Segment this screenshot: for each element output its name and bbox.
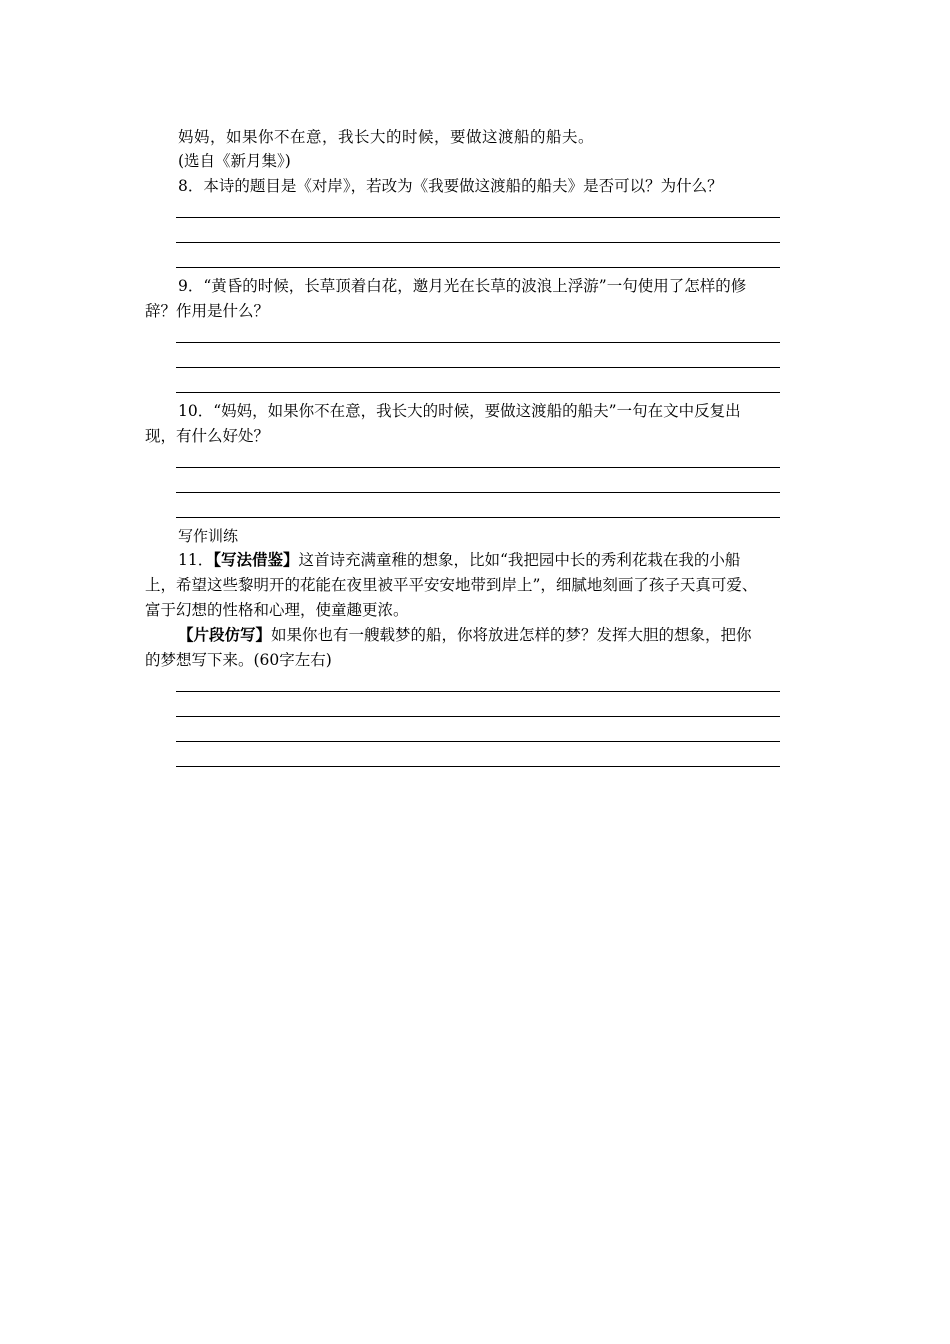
answer-line[interactable]	[176, 716, 780, 717]
answer-line[interactable]	[176, 691, 780, 692]
section-title: 写作训练	[178, 527, 239, 545]
question-11-line3: 富于幻想的性格和心理，使童趣更浓。	[145, 601, 409, 619]
answer-line[interactable]	[176, 766, 780, 767]
question-11-text: 这首诗充满童稚的想象，比如“我把园中长的秀利花栽在我的小船	[298, 551, 741, 569]
task-tag: 【片段仿写】	[178, 626, 272, 644]
answer-line[interactable]	[176, 267, 780, 268]
answer-line[interactable]	[176, 342, 780, 343]
question-10-line1: 10．“妈妈，如果你不在意，我长大的时候，要做这渡船的船夫”一句在文中反复出	[178, 402, 741, 420]
answer-line[interactable]	[176, 242, 780, 243]
task-line2: 的梦想写下来。(60字左右)	[145, 651, 332, 669]
question-11-line2: 上，希望这些黎明开的花能在夜里被平平安安地带到岸上”，细腻地刻画了孩子天真可爱、	[145, 576, 758, 594]
answer-line[interactable]	[176, 492, 780, 493]
question-10-line2: 现，有什么好处？	[145, 427, 270, 445]
task-text: 如果你也有一艘载梦的船，你将放进怎样的梦？发挥大胆的想象，把你	[271, 626, 752, 644]
question-9-line1: 9．“黄昏的时候，长草顶着白花，邀月光在长草的波浪上浮游”一句使用了怎样的修	[178, 277, 747, 295]
answer-line[interactable]	[176, 217, 780, 218]
answer-line[interactable]	[176, 517, 780, 518]
question-8: 8．本诗的题目是《对岸》，若改为《我要做这渡船的船夫》是否可以？为什么？	[178, 177, 723, 195]
poem-source: (选自《新月集》)	[178, 152, 291, 170]
question-11-tag: 【写法借鉴】	[213, 551, 299, 569]
question-11-number: 11．	[178, 551, 214, 569]
answer-line[interactable]	[176, 367, 780, 368]
question-9-line2: 辞？作用是什么？	[145, 302, 270, 320]
task-line1	[178, 625, 752, 645]
answer-line[interactable]	[176, 392, 780, 393]
answer-line[interactable]	[176, 467, 780, 468]
poem-closing-line: 妈妈，如果你不在意，我长大的时候，要做这渡船的船夫。	[178, 128, 595, 146]
question-11-line1	[178, 550, 740, 570]
answer-line[interactable]	[176, 741, 780, 742]
